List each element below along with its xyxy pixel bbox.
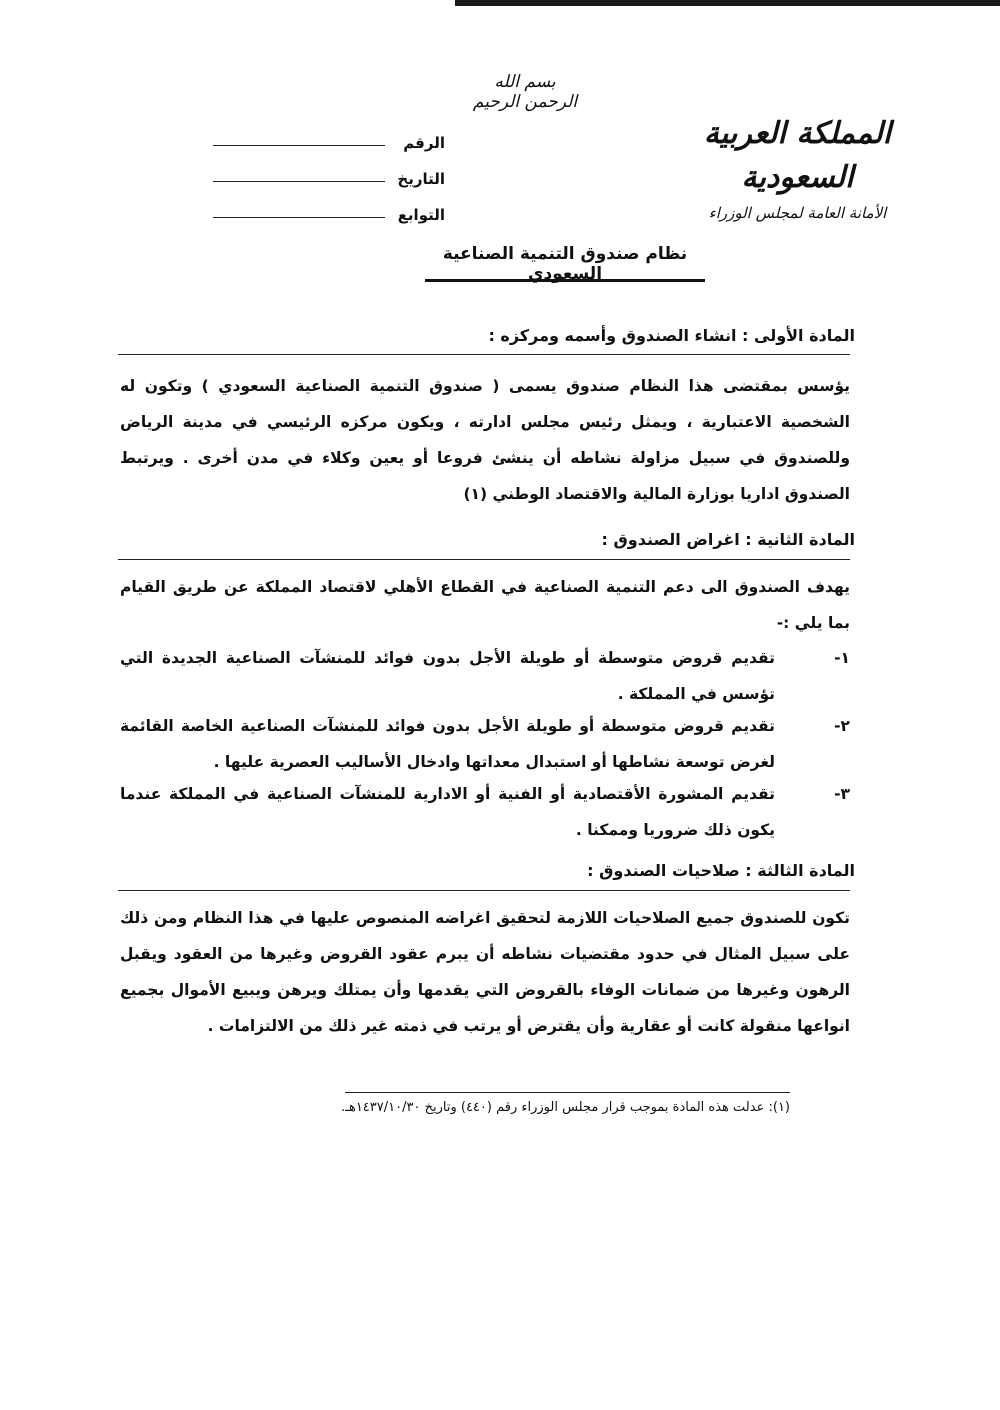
footnote-rule: [345, 1092, 790, 1093]
article-2-item-3: [120, 776, 850, 848]
council-name: الأمانة العامة لمجلس الوزراء: [708, 204, 887, 222]
article-1-rule: [118, 354, 850, 355]
article-1-heading: المادة الأولى : انشاء الصندوق وأسمه ومركزه :: [488, 326, 855, 345]
article-2-item-1: [120, 640, 850, 712]
article-1-paragraph: يؤسس بمقتضى هذا النظام صندوق يسمى ( صندوق التنمية الصناعية السعودي ) وتكون له الشخصية الاعتبارية ، ويمثل رئيس مجلس ادارته ، ويكون مركزه الرئيسي في مدينة الرياض وللصندوق في سبيل مزاولة نشاطه أن ينشئ فروعا أو يعين وكلاء في مدن أخرى . ويرتبط الصندوق اداريا بوزارة المالية والاقتصاد الوطني (١): [120, 377, 850, 503]
footnote: (١): عدلت هذه المادة بموجب قرار مجلس الوزراء رقم (٤٤٠) وتاريخ ١٤٣٧/١٠/٣٠هـ.: [341, 1100, 790, 1115]
article-2-item-2: [120, 708, 850, 780]
item-number: ٢-: [834, 717, 850, 735]
reference-block: [205, 116, 445, 224]
title-underline: [425, 279, 705, 282]
article-2-intro: يهدف الصندوق الى دعم التنمية الصناعية في القطاع الأهلي لاقتصاد المملكة عن طريق القيام بما يلي :-: [120, 578, 850, 632]
article-3-rule: [118, 890, 850, 891]
article-2-rule: [118, 559, 850, 560]
ref-attachments-line: [213, 217, 385, 218]
ref-attachments-label: التوابع: [397, 206, 445, 224]
article-3-paragraph: تكون للصندوق جميع الصلاحيات اللازمة لتحقيق اغراضه المنصوص عليها في هذا النظام ومن ذلك على سبيل المثال في حدود مقتضيات نشاطه أن يبرم عقود القروض وغيرها من العقود ويقبل الرهون وغيرها من ضمانات الوفاء بالقروض التي يقدمها وأن يمتلك ويرهن ويبيع الأموال بجميع انواعها منقولة كانت أو عقارية وأن يقترض أو يرتب في ذمته غير ذلك من الالتزامات .: [120, 909, 850, 1035]
article-3-heading: المادة الثالثة : صلاحيات الصندوق :: [587, 861, 855, 880]
ref-number-row: [205, 116, 445, 152]
ref-number-label: الرقم: [403, 134, 445, 152]
ref-date-line: [213, 181, 385, 182]
ref-number-line: [213, 145, 385, 146]
article-2-heading: المادة الثانية : اغراض الصندوق :: [601, 530, 855, 549]
document-title: نظام صندوق التنمية الصناعية السعودي: [442, 244, 688, 284]
item-text: تقديم قروض متوسطة أو طويلة الأجل بدون فوائد للمنشآت الصناعية الجديدة التي تؤسس في المملكة .: [120, 649, 775, 703]
item-number: ١-: [834, 649, 850, 667]
basmala: بسم الله الرحمن الرحيم: [472, 72, 578, 112]
item-text: تقديم المشورة الأقتصادية أو الفنية أو الادارية للمنشآت الصناعية في المملكة عندما يكون ذلك ضروريا وممكنا .: [120, 785, 775, 839]
letterhead: [690, 112, 905, 226]
ref-attachments-row: [205, 188, 445, 224]
ref-date-label: التاريخ: [397, 170, 445, 188]
kingdom-name: المملكة العربية السعودية: [703, 116, 892, 195]
item-text: تقديم قروض متوسطة أو طويلة الأجل بدون فوائد للمنشآت الصناعية الخاصة القائمة لغرض توسعة نشاطها أو استبدال معداتها وادخال الأساليب العصرية عليها .: [120, 717, 775, 771]
item-number: ٣-: [834, 785, 850, 803]
scan-top-edge: [455, 0, 1000, 6]
ref-date-row: [205, 152, 445, 188]
